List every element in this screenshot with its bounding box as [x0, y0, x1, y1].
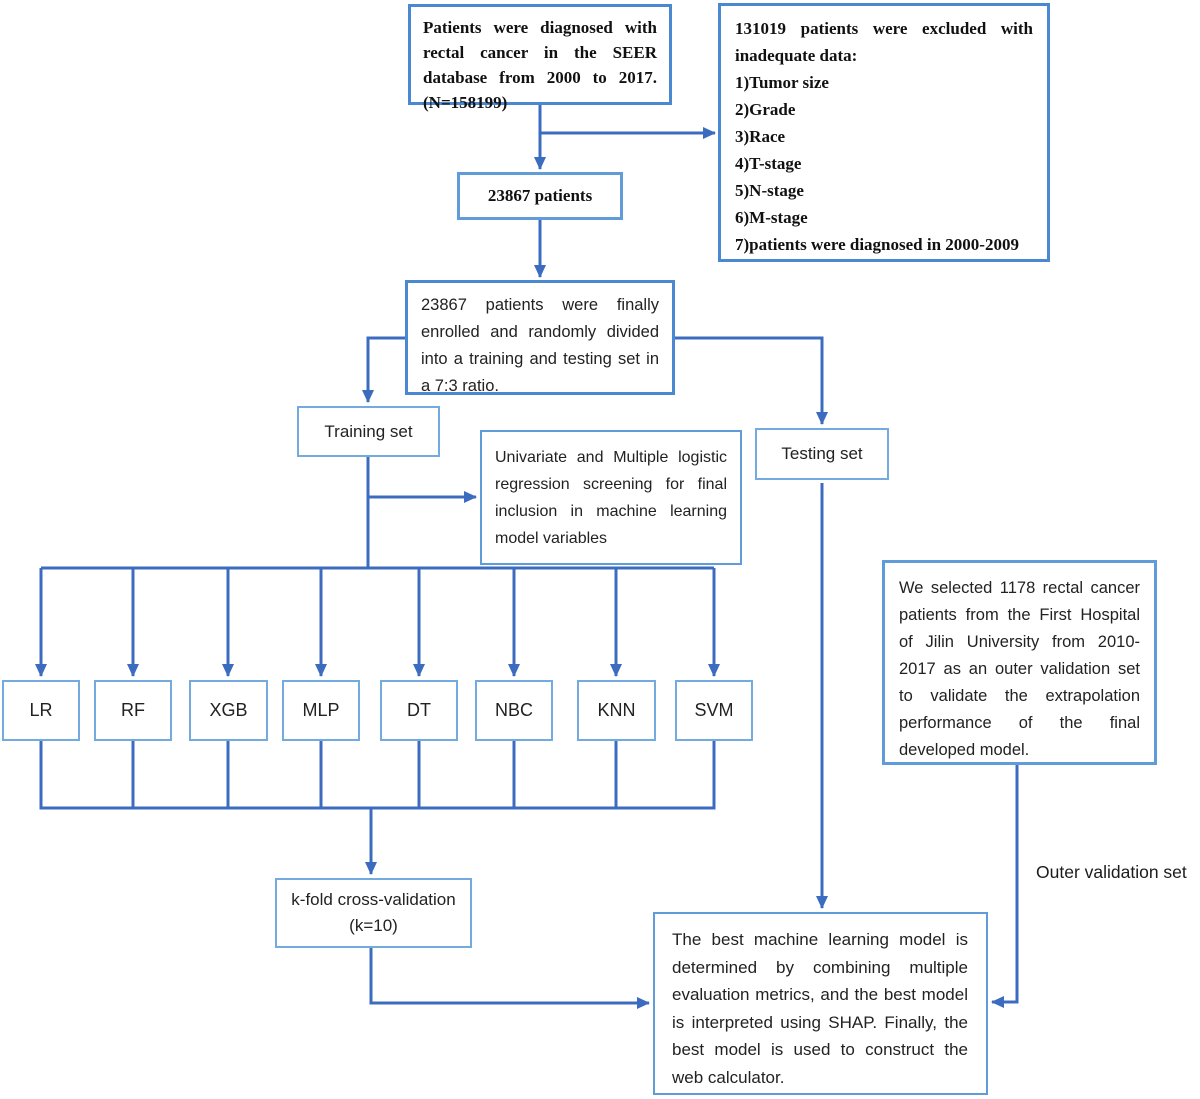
included-patients-text: 23867 patients: [487, 186, 593, 205]
testing-set-box: [755, 428, 889, 480]
training-set-text: Training set: [324, 421, 413, 441]
model-label-mlp: MLP: [302, 700, 340, 720]
excluded-patients-box: [718, 3, 1050, 262]
model-box-nbc: [475, 680, 553, 741]
model-box-xgb: [189, 680, 268, 741]
model-box-mlp: [282, 680, 360, 741]
outer-validation-set-label: Outer validation set: [1036, 862, 1187, 882]
excluded-item-grade: 2)Grade: [735, 100, 796, 119]
enrolled-split-text: 23867 patients were finally enrolled and randomly divided into a training and testing set in a 7:3 ratio.: [421, 296, 659, 395]
model-label-knn: KNN: [597, 700, 636, 720]
testing-set-text: Testing set: [781, 444, 863, 463]
training-set-box: [297, 406, 440, 457]
excluded-item-m-stage: 6)M-stage: [735, 208, 808, 227]
excluded-item-tumor-size: 1)Tumor size: [735, 73, 829, 92]
excluded-item-race: 3)Race: [735, 127, 786, 146]
path-enrolled-to-testing: [675, 338, 822, 424]
kfold-cross-validation-box: [275, 878, 472, 948]
model-box-lr: [2, 680, 80, 741]
kfold-cross-validation-text: k-fold cross-validation (k=10): [291, 890, 456, 935]
model-box-dt: [380, 680, 458, 741]
enrolled-split-box: [405, 280, 675, 395]
outer-validation-box: [882, 560, 1157, 765]
best-model-text: The best machine learning model is determined by combining multiple evaluation metrics, and the best model is interpreted using SHAP. Finally, the best model is used to construct the web calculator.: [672, 930, 968, 1087]
model-label-svm: SVM: [694, 700, 734, 720]
regression-screening-text: Univariate and Multiple logistic regression screening for final inclusion in machine learning model variables: [495, 449, 727, 547]
excluded-item-t-stage: 4)T-stage: [735, 154, 802, 173]
excluded-item-n-stage: 5)N-stage: [735, 181, 804, 200]
model-label-dt: DT: [407, 700, 431, 720]
excluded-title: 131019 patients were excluded with inadequate data:: [735, 19, 1033, 65]
model-box-rf: [94, 680, 172, 741]
included-patients-box: [457, 172, 623, 220]
regression-screening-box: [480, 430, 742, 565]
model-box-knn: [577, 680, 656, 741]
seer-cohort-box: [408, 4, 672, 112]
model-label-rf: RF: [121, 700, 145, 720]
seer-cohort-text: Patients were diagnosed with rectal cancer in the SEER database from 2000 to 2017. (N=158199): [423, 18, 657, 112]
model-box-svm: [675, 680, 753, 741]
best-model-box: [653, 912, 988, 1095]
path-enrolled-to-training: [368, 338, 405, 402]
path-outer-to-final: [992, 765, 1017, 1002]
outer-validation-text: We selected 1178 rectal cancer patients from the First Hospital of Jilin University from 2010-2017 as an outer validation set to validate the extrapolation performance of the final developed model.: [899, 579, 1140, 759]
model-label-lr: LR: [29, 700, 53, 720]
path-kfold-to-final: [371, 948, 649, 1003]
model-label-nbc: NBC: [494, 700, 533, 720]
excluded-item-diagnosis-period: 7)patients were diagnosed in 2000-2009: [735, 235, 1019, 254]
model-label-xgb: XGB: [209, 700, 248, 720]
